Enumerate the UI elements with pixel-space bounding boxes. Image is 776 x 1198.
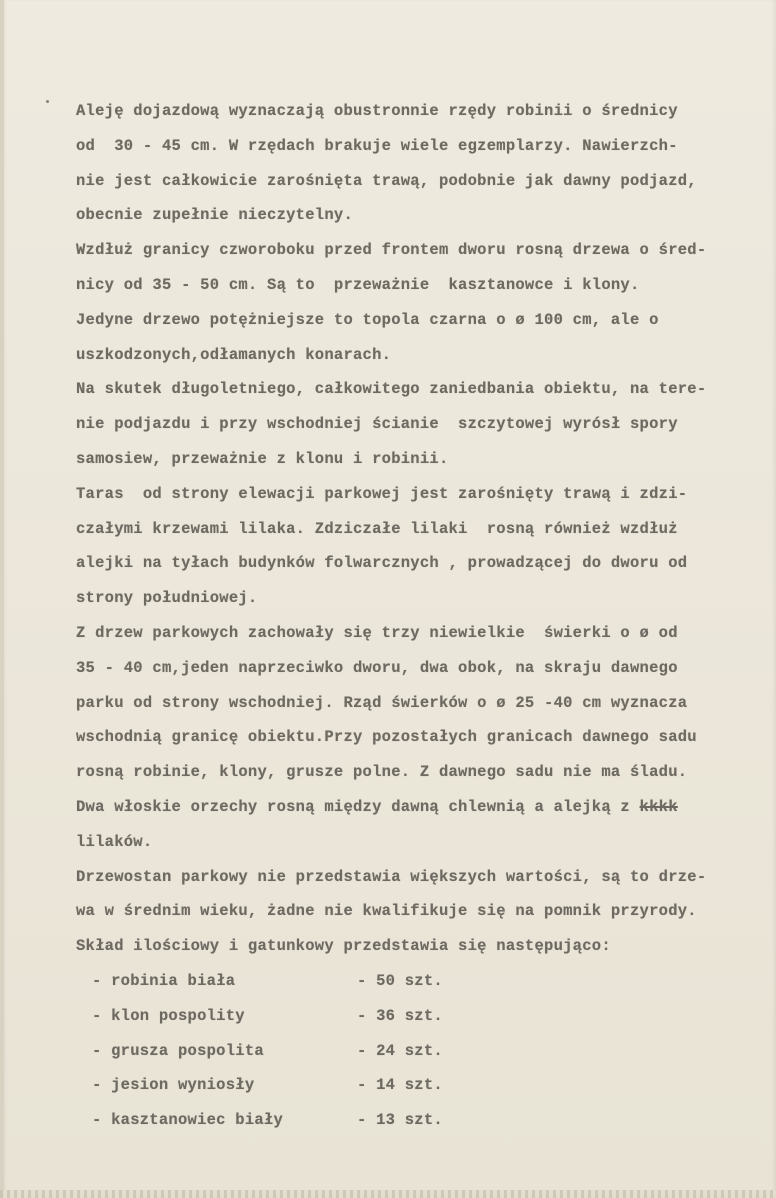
- text-line: wa w średnim wieku, żadne nie kwalifikuje się na pomnik przyrody.: [76, 902, 697, 921]
- text-line: 35 - 40 cm,jeden naprzeciwko dworu, dwa obok, na skraju dawnego: [76, 658, 678, 677]
- text-line: nicy od 35 - 50 cm. Są to przeważnie kasztanowce i klony.: [76, 275, 640, 294]
- species-name: - robinia biała: [92, 971, 236, 990]
- species-quantity: - 24 szt.: [357, 1041, 443, 1060]
- text-line-with-strikeout: [76, 790, 756, 825]
- text-line: obecnie zupełnie nieczytelny.: [76, 206, 353, 225]
- species-name: - grusza pospolita: [92, 1041, 264, 1060]
- text-line: Jedyne drzewo potężniejsze to topola czarna o ø 100 cm, ale o: [76, 310, 659, 329]
- text-line: parku od strony wschodniej. Rząd świerków o ø 25 -40 cm wyznacza: [76, 693, 688, 712]
- species-inventory-list: [76, 964, 756, 1138]
- text-line: Z drzew parkowych zachowały się trzy niewielkie świerki o ø od: [76, 623, 678, 642]
- list-item: [76, 1068, 756, 1103]
- text-line: rosną robinie, klony, grusze polne. Z dawnego sadu nie ma śladu.: [76, 763, 688, 782]
- text-line: nie podjazdu i przy wschodniej ścianie szczytowej wyrósł spory: [76, 415, 678, 434]
- text-line: Aleję dojazdową wyznaczają obustronnie rzędy robinii o średnicy: [76, 102, 678, 120]
- typewritten-text: [76, 94, 756, 1138]
- species-quantity: - 50 szt.: [357, 971, 443, 990]
- species-name: - jesion wyniosły: [92, 1076, 255, 1095]
- text-line: Na skutek długoletniego, całkowitego zaniedbania obiektu, na tere-: [76, 380, 707, 399]
- text-line: uszkodzonych,odłamanych konarach.: [76, 345, 392, 364]
- text-line: Drzewostan parkowy nie przedstawia większych wartości, są to drze-: [76, 867, 707, 886]
- list-item: [76, 1103, 756, 1138]
- text-line: alejki na tyłach budynków folwarcznych , prowadzącej do dworu od: [76, 554, 688, 573]
- list-item: [76, 1034, 756, 1069]
- page-bottom-edge: [0, 1190, 776, 1198]
- text-line: czałymi krzewami lilaka. Zdziczałe lilaki rosną również wzdłuż: [76, 519, 678, 538]
- list-item: [76, 964, 756, 999]
- text-line: Skład ilościowy i gatunkowy przedstawia się następująco:: [76, 937, 611, 956]
- text-line: Wzdłuż granicy czworoboku przed frontem dworu rosną drzewa o śred-: [76, 241, 707, 260]
- species-quantity: - 13 szt.: [357, 1111, 443, 1130]
- text-line: strony południowej.: [76, 589, 258, 608]
- margin-dot-mark: [46, 100, 49, 103]
- text-line: wschodnią granicę obiektu.Przy pozostałych granicach dawnego sadu: [76, 728, 697, 747]
- page-left-edge: [0, 0, 4, 1198]
- species-name: - kasztanowiec biały: [92, 1111, 284, 1130]
- text-line: Taras od strony elewacji parkowej jest zarośnięty trawą i zdzi-: [76, 484, 688, 503]
- species-quantity: - 36 szt.: [357, 1006, 443, 1025]
- list-item: [76, 999, 756, 1034]
- species-quantity: - 14 szt.: [357, 1076, 443, 1095]
- text-line-start: Dwa włoskie orzechy rosną między dawną chlewnią a alejką z: [76, 797, 640, 816]
- text-line: od 30 - 45 cm. W rzędach brakuje wiele egzemplarzy. Nawierzch-: [76, 136, 678, 155]
- text-line: nie jest całkowicie zarośnięta trawą, podobnie jak dawny podjazd,: [76, 171, 697, 190]
- struck-out-word: kkkk: [639, 797, 678, 816]
- text-line: lilaków.: [76, 832, 153, 851]
- text-line: samosiew, przeważnie z klonu i robinii.: [76, 449, 449, 468]
- species-name: - klon pospolity: [92, 1006, 245, 1025]
